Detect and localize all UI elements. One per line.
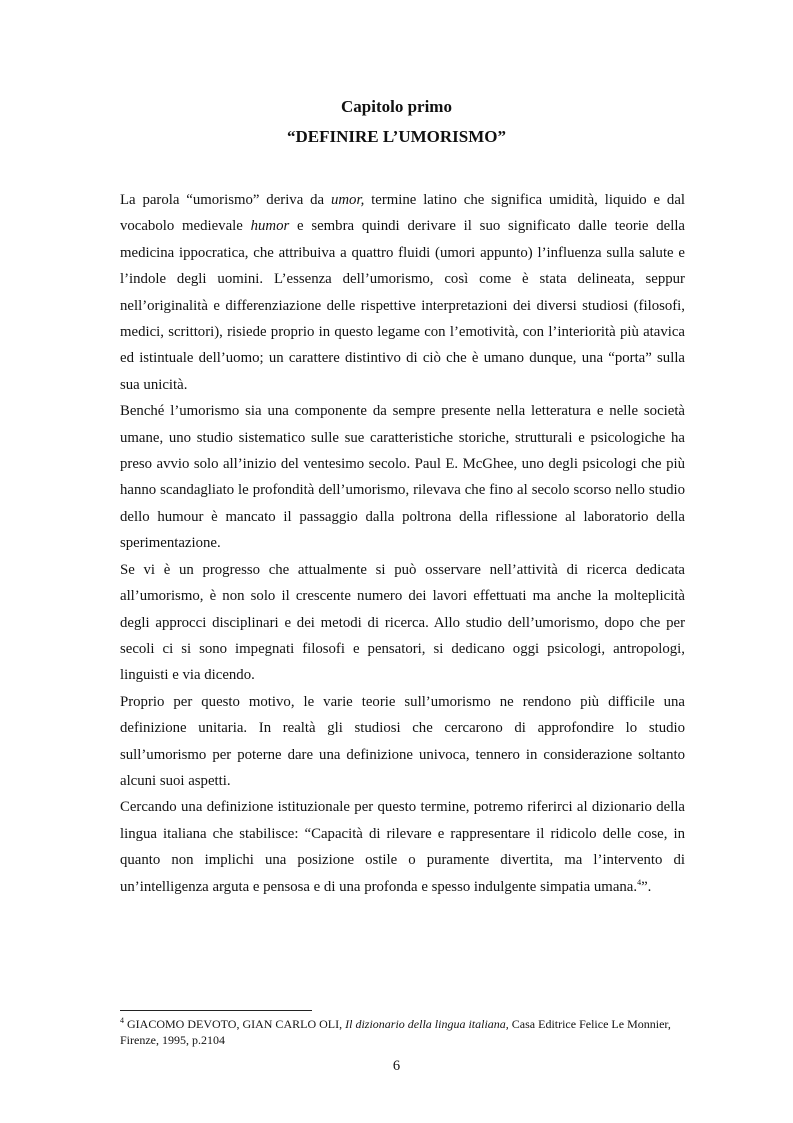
p5-text-b: ”. — [641, 878, 652, 895]
main-text — [120, 187, 685, 900]
chapter-label: Capitolo primo — [341, 97, 452, 116]
p1-text-c: termine latino che significa umidità, liquido e dal vocabolo medievale — [120, 192, 686, 235]
footnote-reference[interactable]: 4 — [637, 877, 642, 887]
p1-text-e: e sembra quindi derivare il suo significato dalle teorie della medicina ippocratica, che attribuiva a quattro fluidi (umori appunto) l’influenza sulla salute e l’indole degli uomini. L’essenza dell’umorismo, così come è stata delineata, seppur nell’originalità e differenziazione delle rispettive interpretazioni dei diversi studiosi (filosofi, medici, scrittori), risiede proprio in questo legame con l’emotività, con l’interiorità più atavica ed istintuale dell’uomo; un carattere distintivo di ciò che è umano dunque, una “porta” sulla sua unicità. — [120, 218, 685, 393]
footnote-publisher: Casa Editrice Felice Le Monnier, Firenze, 1995, p.2104 — [120, 1017, 671, 1047]
footnote — [120, 1016, 685, 1048]
p5-text-a: Cercando una definizione istituzionale per questo termine, potremo riferirci al dizionario della lingua italiana che stabilisce: “Capacità di rilevare e rappresentare il ridicolo delle cose, in quanto non implichi una posizione ostile o puramente divertita, ma l’intervento di un’intelligenza arguta e pensosa e di una profonda e spesso indulgente simpatia umana. — [120, 799, 685, 895]
paragraph-1 — [120, 187, 685, 398]
paragraph-4: Proprio per questo motivo, le varie teorie sull’umorismo ne rendono più difficile una definizione unitaria. In realtà gli studiosi che cercarono di approfondire lo studio sull’umorismo per poterne dare una definizione univoca, tennero in considerazione soltanto alcuni suoi aspetti. — [120, 693, 685, 789]
paragraph-5 — [120, 794, 685, 900]
footnote-divider — [120, 1010, 312, 1011]
chapter-title: “DEFINIRE L’UMORISMO” — [287, 127, 506, 146]
footnote-book-title: Il dizionario della lingua italiana, — [345, 1017, 509, 1031]
p1-text-a: La parola “umorismo” deriva da — [120, 192, 331, 208]
paragraph-3: Se vi è un progresso che attualmente si può osservare nell’attività di ricerca dedicata all’umorismo, è non solo il crescente numero dei lavori effettuati ma anche la molteplicità degli approcci disciplinari e dei metodi di ricerca. Allo studio dell’umorismo, dopo che per secoli ci si sono impegnati filosofi e pensatori, si dedicano oggi psicologi, antropologi, linguisti e via dicendo. — [120, 561, 685, 684]
p1-term-umor: umor, — [330, 192, 365, 208]
p1-term-humor: humor — [250, 218, 290, 235]
page-number: 6 — [392, 1058, 401, 1074]
paragraph-2: Benché l’umorismo sia una componente da sempre presente nella letteratura e nelle società umane, uno studio sistematico sulle sue caratteristiche storiche, strutturali e psicologiche ha preso avvio solo all’inizio del ventesimo secolo. Paul E. McGhee, uno degli psicologi che più hanno scandagliato le profondità dell’umorismo, rilevava che fino al secolo scorso nello studio dello humour è mancato il passaggio dalla poltrona della riflessione al laboratorio della sperimentazione. — [120, 403, 685, 552]
footnote-authors: GIACOMO DEVOTO, GIAN CARLO OLI, — [124, 1017, 346, 1031]
footnote-number: 4 — [120, 1016, 124, 1025]
